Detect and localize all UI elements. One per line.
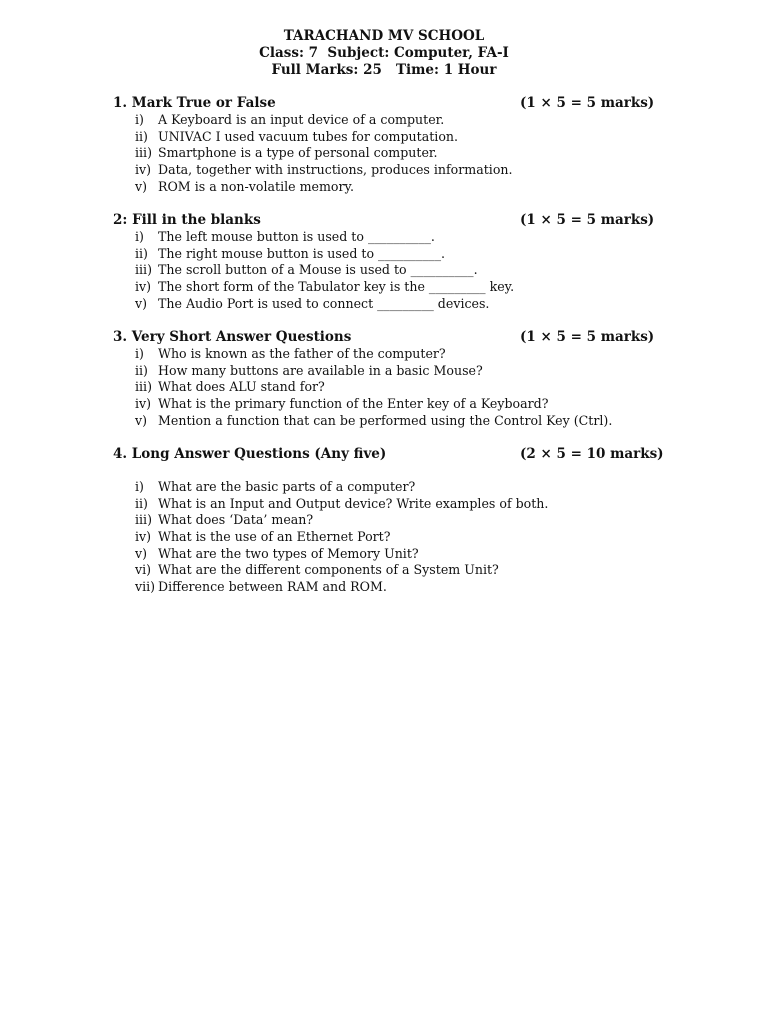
question-text: The scroll button of a Mouse is used to __________.: [158, 262, 478, 278]
question-number: ii): [135, 128, 148, 144]
section-marks: (1 × 5 = 5 marks): [520, 95, 655, 111]
question-number: iii): [135, 262, 152, 278]
section-title: 1. Mark True or False: [113, 95, 276, 111]
section-title: 2: Fill in the blanks: [113, 212, 261, 228]
question-text: A Keyboard is an input device of a computer.: [158, 112, 445, 127]
section-marks: (2 × 5 = 10 marks): [520, 446, 664, 462]
question-number: iii): [135, 512, 152, 528]
question-list: [113, 229, 643, 312]
question-number: iv): [135, 279, 152, 295]
question-number: ii): [135, 245, 148, 261]
section-header: [113, 212, 655, 229]
section-title: 4. Long Answer Questions (Any five): [113, 446, 387, 462]
paper-header: [0, 28, 768, 79]
question-text: What are the basic parts of a computer?: [158, 479, 416, 494]
section-header: [113, 329, 655, 346]
question-item: [113, 546, 643, 563]
question-text: What is the primary function of the Enter key of a Keyboard?: [158, 396, 549, 412]
question-number: v): [135, 295, 148, 311]
class-subject-line: Class: 7 Subject: Computer, FA-I: [259, 45, 509, 61]
question-text: Mention a function that can be performed using the Control Key (Ctrl).: [158, 412, 613, 428]
question-text: The short form of the Tabulator key is the _________ key.: [158, 279, 515, 295]
question-number: vi): [135, 562, 152, 578]
question-text: The Audio Port is used to connect _________ devices.: [158, 295, 490, 311]
question-text: ROM is a non-volatile memory.: [158, 178, 354, 194]
question-number: i): [135, 346, 144, 361]
question-item: [113, 413, 643, 430]
section-header: [113, 95, 655, 112]
question-number: iv): [135, 396, 152, 412]
question-item: [113, 379, 643, 396]
question-text: What is an Input and Output device? Write examples of both.: [158, 495, 549, 511]
question-number: ii): [135, 495, 148, 511]
section-true-false: [113, 95, 655, 195]
question-text: What does ALU stand for?: [158, 379, 325, 395]
question-number: i): [135, 112, 144, 127]
question-number: i): [135, 229, 144, 244]
question-text: Difference between RAM and ROM.: [158, 579, 387, 595]
question-item: [113, 112, 643, 129]
question-number: v): [135, 545, 148, 561]
question-text: UNIVAC I used vacuum tubes for computation.: [158, 128, 459, 144]
question-text: The right mouse button is used to __________.: [158, 245, 445, 261]
question-item: [113, 129, 643, 146]
question-item: [113, 145, 643, 162]
question-item: [113, 296, 643, 313]
section-long-answer: [113, 446, 664, 596]
question-text: What are the two types of Memory Unit?: [158, 545, 419, 561]
question-number: v): [135, 178, 148, 194]
question-number: iv): [135, 529, 152, 545]
question-item: [113, 529, 643, 546]
question-number: i): [135, 479, 144, 494]
question-text: Data, together with instructions, produces information.: [158, 162, 513, 178]
question-item: [113, 179, 643, 196]
question-text: What is the use of an Ethernet Port?: [158, 529, 391, 545]
marks-time-line: Full Marks: 25 Time: 1 Hour: [271, 62, 497, 78]
section-fill-blanks: [113, 212, 655, 312]
section-marks: (1 × 5 = 5 marks): [520, 329, 655, 345]
question-item: [113, 279, 643, 296]
question-text: What are the different components of a System Unit?: [158, 562, 499, 578]
section-very-short-answer: [113, 329, 655, 429]
question-text: The left mouse button is used to __________.: [158, 229, 435, 244]
question-list: [113, 346, 643, 429]
question-number: iii): [135, 379, 152, 395]
question-item: [113, 246, 643, 263]
question-number: iv): [135, 162, 152, 178]
question-item: [113, 562, 643, 579]
question-item: [113, 162, 643, 179]
question-item: [113, 363, 643, 380]
section-marks: (1 × 5 = 5 marks): [520, 212, 655, 228]
question-item: [113, 229, 643, 246]
question-text: Smartphone is a type of personal computer.: [158, 145, 438, 161]
section-title: 3. Very Short Answer Questions: [113, 329, 352, 345]
question-text: Who is known as the father of the computer?: [158, 346, 446, 361]
question-item: [113, 262, 643, 279]
spacer: [113, 463, 643, 479]
question-list: [113, 112, 643, 195]
question-number: iii): [135, 145, 152, 161]
question-number: v): [135, 412, 148, 428]
school-name: TARACHAND MV SCHOOL: [283, 28, 485, 44]
question-item: [113, 346, 643, 363]
question-item: [113, 512, 643, 529]
section-header: [113, 446, 664, 463]
question-number: ii): [135, 362, 148, 378]
question-item: [113, 479, 643, 496]
question-item: [113, 579, 643, 596]
question-item: [113, 496, 643, 513]
question-text: What does ‘Data’ mean?: [158, 512, 314, 528]
question-list: [113, 479, 643, 596]
question-item: [113, 396, 643, 413]
question-text: How many buttons are available in a basic Mouse?: [158, 362, 483, 378]
question-number: vii): [135, 579, 156, 595]
